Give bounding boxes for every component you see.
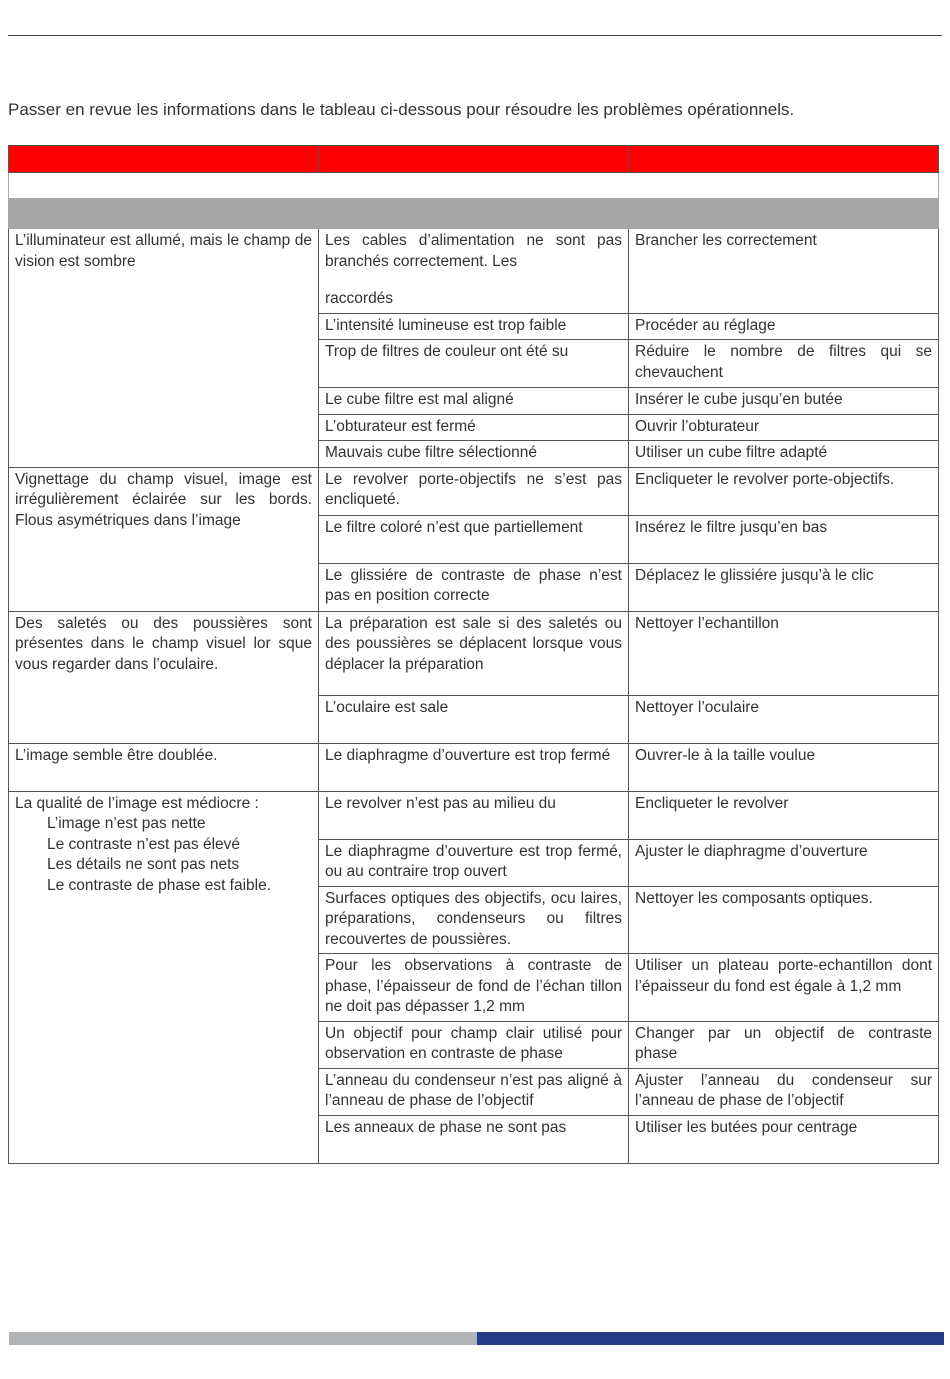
solution-cell: Encliqueter le revolver xyxy=(629,791,939,839)
solution-cell: Nettoyer l’echantillon xyxy=(629,611,939,695)
problem-cell: L’image semble être doublée. xyxy=(9,743,319,791)
problem-cell: L’illuminateur est allumé, mais le champ de vision est sombre xyxy=(9,229,319,468)
cause-cell: Le cube filtre est mal aligné xyxy=(319,388,629,415)
top-rule xyxy=(8,35,942,36)
problem-item: Le contraste de phase est faible. xyxy=(47,876,272,894)
solution-cell: Changer par un objectif de contraste phase xyxy=(629,1021,939,1068)
table-row xyxy=(9,791,939,839)
cause-cell: Le diaphragme d’ouverture est trop fermé, ou au contraire trop ouvert xyxy=(319,839,629,886)
blank-cell xyxy=(9,173,939,199)
solution-cell: Ajuster l’anneau du condenseur sur l’anneau de phase de l’objectif xyxy=(629,1068,939,1115)
table-row xyxy=(9,229,939,314)
cause-cell: Le diaphragme d’ouverture est trop fermé xyxy=(319,743,629,791)
problem-item: L’image n’est pas nette xyxy=(47,815,206,832)
table-section-row xyxy=(9,199,939,229)
problem-title: La qualité de l’image est médiocre : xyxy=(15,794,259,812)
solution-cell: Utiliser un cube filtre adapté xyxy=(629,441,939,468)
cause-cell: La préparation est sale si des saletés ou des poussières se déplacent lorsque vous déplacer la préparation xyxy=(319,611,629,695)
cause-cell: L’intensité lumineuse est trop faible xyxy=(319,313,629,340)
solution-cell: Nettoyer les composants optiques. xyxy=(629,886,939,954)
table-header-row xyxy=(9,146,939,173)
cause-cell: Pour les observations à contraste de phase, l’épaisseur de fond de l’échan tillon ne doit pas dépasser 1,2 mm xyxy=(319,954,629,1022)
header-cell-solution xyxy=(629,146,939,173)
cause-cell: Le revolver porte-objectifs ne s’est pas encliqueté. xyxy=(319,467,629,515)
solution-cell: Ouvrer-le à la taille voulue xyxy=(629,743,939,791)
solution-cell: Utiliser les butées pour centrage xyxy=(629,1115,939,1163)
footer-bar-blue xyxy=(477,1332,944,1345)
solution-cell: Déplacez le glissiére jusqu’à le clic xyxy=(629,563,939,611)
cause-cell xyxy=(319,229,629,314)
solution-cell: Procéder au réglage xyxy=(629,313,939,340)
solution-cell: Insérez le filtre jusqu’en bas xyxy=(629,515,939,563)
cause-cell: Surfaces optiques des objectifs, ocu laires, préparations, condenseurs ou filtres recouvertes de poussières. xyxy=(319,886,629,954)
intro-text: Passer en revue les informations dans le tableau ci-dessous pour résoudre les problèmes opérationnels. xyxy=(8,100,795,119)
cause-cell: Un objectif pour champ clair utilisé pour observation en contraste de phase xyxy=(319,1021,629,1068)
troubleshooting-table xyxy=(8,145,939,1164)
problem-item: Les détails ne sont pas nets xyxy=(47,856,240,873)
cause-cell: Trop de filtres de couleur ont été su xyxy=(319,340,629,388)
solution-cell: Utiliser un plateau porte-echantillon dont l’épaisseur du fond est égale à 1,2 mm xyxy=(629,954,939,1022)
solution-cell: Ajuster le diaphragme d’ouverture xyxy=(629,839,939,886)
solution-cell: Ouvrir l’obturateur xyxy=(629,414,939,441)
cause-cell: L’anneau du condenseur n’est pas aligné à l’anneau de phase de l’objectif xyxy=(319,1068,629,1115)
header-cell-problem xyxy=(9,146,319,173)
table-row xyxy=(9,467,939,515)
problem-cell: Des saletés ou des poussières sont présentes dans le champ visuel lor sque vous regarder dans l’oculaire. xyxy=(9,611,319,743)
cause-cell: Le filtre coloré n’est que partiellement xyxy=(319,515,629,563)
cause-cell: Le revolver n’est pas au milieu du xyxy=(319,791,629,839)
table-blank-row xyxy=(9,173,939,199)
cause-cell: Mauvais cube filtre sélectionné xyxy=(319,441,629,468)
solution-cell: Insérer le cube jusqu’en butée xyxy=(629,388,939,415)
cause-text: Les cables d’alimentation ne sont pas branchés correctement. Les xyxy=(325,232,622,270)
solution-cell: Brancher les correctement xyxy=(629,229,939,314)
problem-item: Le contraste n’est pas élevé xyxy=(47,835,241,853)
solution-cell: Nettoyer l’oculaire xyxy=(629,695,939,743)
cause-cell: Les anneaux de phase ne sont pas xyxy=(319,1115,629,1163)
table-row xyxy=(9,743,939,791)
header-cell-cause xyxy=(319,146,629,173)
problem-cell: Vignettage du champ visuel, image est irrégulièrement éclairée sur les bords. Flous asymétriques dans l’image xyxy=(9,467,319,611)
section-cell xyxy=(9,199,939,229)
table-row xyxy=(9,611,939,695)
footer-bar-grey xyxy=(9,1332,477,1345)
cause-text: raccordés xyxy=(325,290,394,307)
cause-cell: L’oculaire est sale xyxy=(319,695,629,743)
cause-cell: Le glissiére de contraste de phase n’est pas en position correcte xyxy=(319,563,629,611)
cause-cell: L’obturateur est fermé xyxy=(319,414,629,441)
solution-cell: Réduire le nombre de filtres qui se chevauchent xyxy=(629,340,939,388)
problem-cell xyxy=(9,791,319,1163)
solution-cell: Encliqueter le revolver porte-objectifs. xyxy=(629,467,939,515)
